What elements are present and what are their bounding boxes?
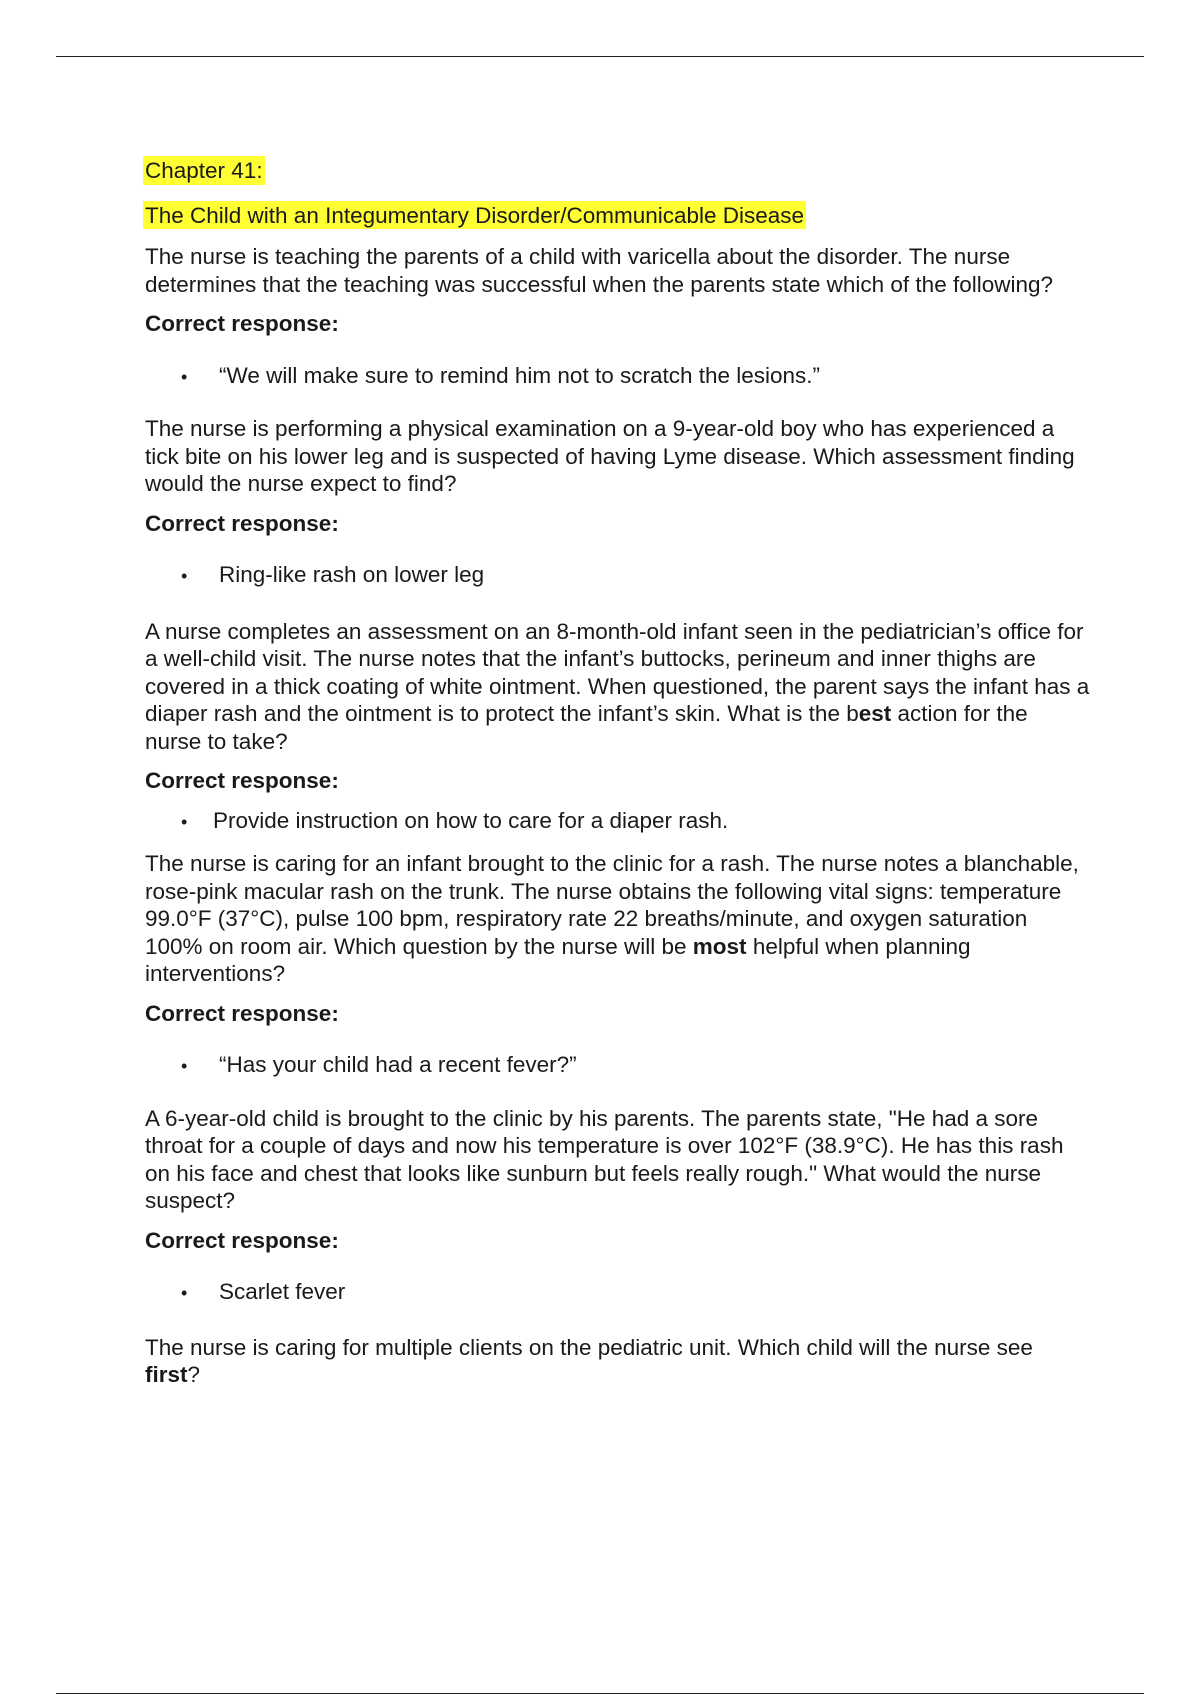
question-3-stem-end: action for the nurse to take? <box>145 701 1028 754</box>
question-6-stem-emphasis: first <box>145 1362 188 1387</box>
question-3-correct-label: Correct response: <box>145 768 339 793</box>
question-6-stem <box>145 1334 1090 1389</box>
bullet-icon: • <box>181 366 188 387</box>
document-body <box>145 156 1090 1402</box>
bullet-icon: • <box>181 1283 188 1303</box>
question-3-answer-text: Provide instruction on how to care for a diaper rash. <box>213 807 729 833</box>
question-5-answer <box>145 1278 1090 1308</box>
question-3-answer <box>145 807 1090 837</box>
question-2-stem: The nurse is performing a physical examination on a 9-year-old boy who has experienced a tick bite on his lower leg and is suspected of having Lyme disease. Which assessment finding would the nurse expect to find? <box>145 416 1075 496</box>
question-3-stem <box>145 618 1090 756</box>
question-4-answer <box>145 1051 1090 1081</box>
question-4-stem-end: helpful when planning interventions? <box>145 933 971 986</box>
footer-rule <box>56 1693 1144 1694</box>
question-2-answer-text: Ring-like rash on lower leg <box>219 562 485 587</box>
question-3-stem-start: A nurse completes an assessment on an 8-month-old infant seen in the pediatrician’s office for a well-child visit. The nurse notes that the infant’s buttocks, perineum and inner thighs are covered in a thick coating of white ointment. When questioned, the parent says the infant has a diaper rash and the ointment is to protect the infant’s skin. What is the b <box>145 618 1090 726</box>
chapter-number <box>145 156 1090 185</box>
chapter-title-text: The Child with an Integumentary Disorder/Communicable Disease <box>145 202 805 228</box>
question-1-answer-text: “We will make sure to remind him not to scratch the lesions.” <box>219 362 821 388</box>
chapter-title <box>145 201 1090 230</box>
bullet-icon: • <box>181 1056 188 1076</box>
chapter-number-text: Chapter 41: <box>145 158 263 183</box>
question-5-correct-label: Correct response: <box>145 1227 339 1253</box>
question-2-answer <box>145 561 1090 591</box>
question-4-stem-start: The nurse is caring for an infant brought to the clinic for a rash. The nurse notes a blanchable, rose-pink macular rash on the trunk. The nurse obtains the following vital signs: temperature 99.0°F (37°C), pulse 100 bpm, respiratory rate 22 breaths/minute, and oxygen saturation 100% on room air. Which question by the nurse will be <box>145 851 1079 959</box>
question-5-answer-text: Scarlet fever <box>219 1279 346 1304</box>
bullet-icon: • <box>181 566 188 586</box>
question-4-answer-text: “Has your child had a recent fever?” <box>219 1052 577 1077</box>
question-4-correct-label: Correct response: <box>145 1000 339 1026</box>
question-5-stem: A 6-year-old child is brought to the clinic by his parents. The parents state, "He had a sore throat for a couple of days and now his temperature is over 102°F (38.9°C). He has this rash on his face and chest that looks like sunburn but feels really rough." What would the nurse suspect? <box>145 1105 1064 1213</box>
question-4-stem <box>145 850 1090 988</box>
question-3-stem-emphasis: est <box>858 701 892 726</box>
question-6-stem-end: ? <box>187 1362 201 1387</box>
bullet-icon: • <box>181 811 188 832</box>
question-6-stem-start: The nurse is caring for multiple clients on the pediatric unit. Which child will the nurse see <box>145 1334 1033 1360</box>
question-2-correct-label: Correct response: <box>145 510 339 536</box>
question-1-answer <box>145 362 1090 392</box>
question-1-correct-label: Correct response: <box>145 311 339 336</box>
question-4-stem-emphasis: most <box>692 933 747 959</box>
header-rule <box>56 56 1144 57</box>
question-1-stem: The nurse is teaching the parents of a child with varicella about the disorder. The nurse determines that the teaching was successful when the parents state which of the following? <box>145 244 1054 297</box>
